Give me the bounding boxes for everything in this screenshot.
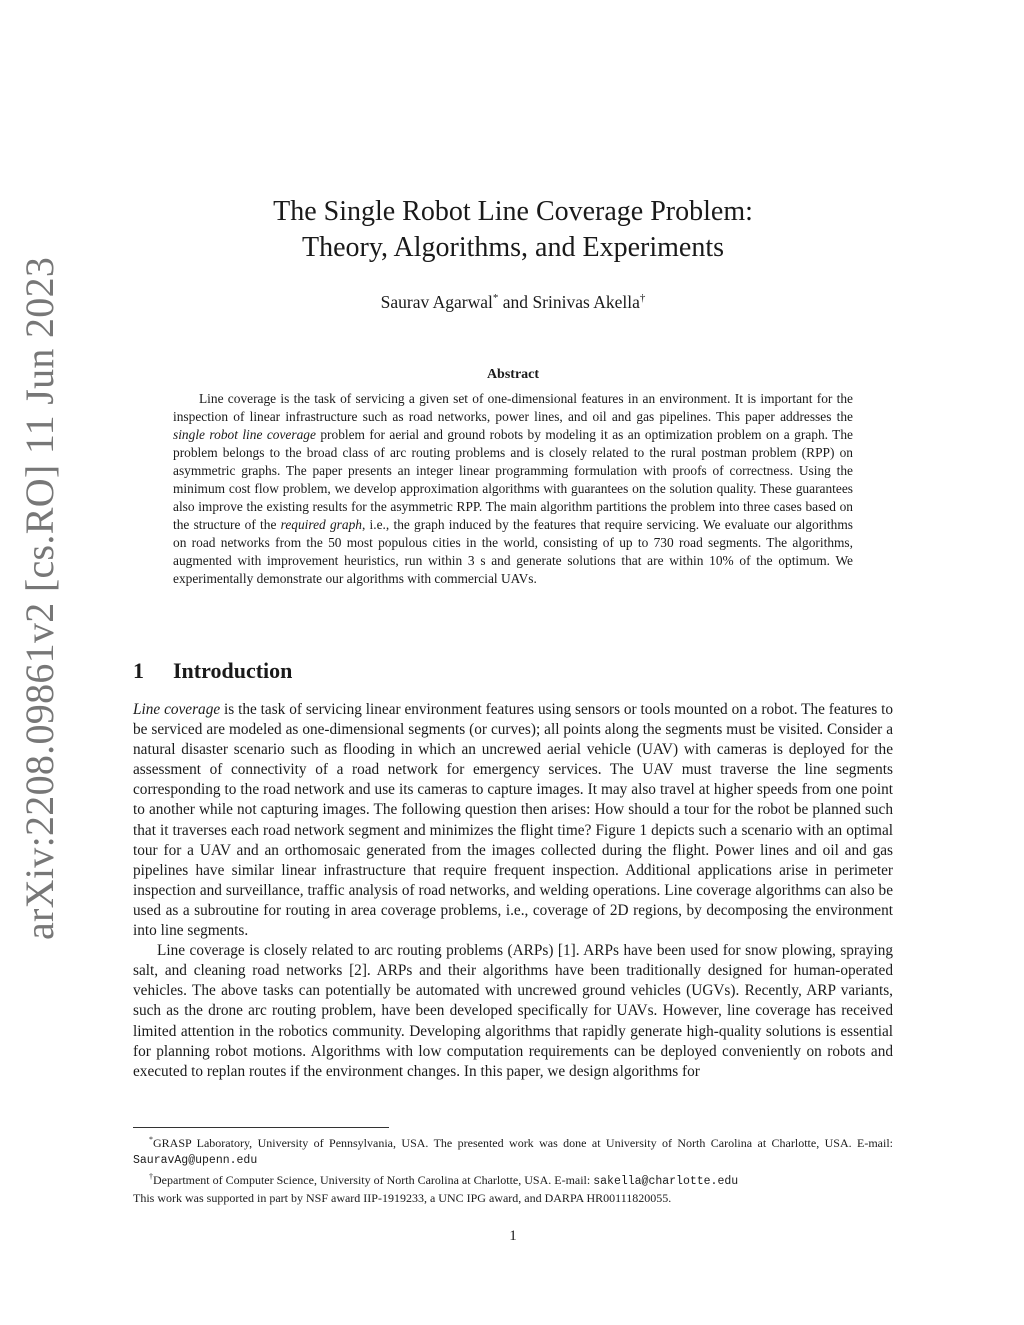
author-footnote-mark: † bbox=[639, 292, 646, 304]
abstract-text: Line coverage is the task of servicing a given set of one-dimensional features in an environment. It is important for the inspection of linear infrastructure such as road networks, power lines, and oil and gas pipelines. This paper addresses the bbox=[173, 391, 853, 424]
author-email: sakella@charlotte.edu bbox=[593, 1175, 739, 1188]
footnotes bbox=[133, 1132, 893, 1206]
footnote bbox=[133, 1169, 893, 1190]
author-footnote-mark: * bbox=[492, 292, 499, 304]
footnote-mark: * bbox=[149, 1135, 153, 1144]
author-list bbox=[133, 286, 893, 314]
author-connector: and bbox=[498, 291, 533, 312]
author-name: Saurav Agarwal bbox=[380, 291, 493, 312]
paragraph: Line coverage is closely related to arc routing problems (ARPs) [1]. ARPs have been used for snow plowing, spraying salt, and cleaning road networks [2]. ARPs and their algorithms have been traditionally designed for human-operated vehicles. The above tasks can potentially be automated with uncrewed ground vehicles (UGVs). Recently, ARP variants, such as the drone arc routing problem, have been developed specifically for UAVs. However, line coverage has received limited attention in the robotics community. Developing algorithms that rapidly generate high-quality solutions is essential for planning robot motions. Algorithms with low computation requirements can be deployed conveniently on robots and executed to replan routes if the environment changes. In this paper, we design algorithms for bbox=[133, 942, 893, 1080]
author-name: Srinivas Akella bbox=[532, 291, 640, 312]
paragraph bbox=[133, 700, 893, 941]
funding-note: This work was supported in part by NSF award IIP-1919233, a UNC IPG award, and DARPA HR00111820055. bbox=[133, 1191, 672, 1205]
footnote-text: Department of Computer Science, University of North Carolina at Charlotte, USA. E-mail: bbox=[153, 1173, 594, 1187]
footnote bbox=[133, 1132, 893, 1169]
title-line-2: Theory, Algorithms, and Experiments bbox=[302, 232, 724, 263]
section-number: 1 bbox=[133, 658, 144, 683]
abstract-text: problem for aerial and ground robots by modeling it as an optimization problem on a graph. The problem belongs to the broad class of arc routing problems and is closely related to the rural postman problem (RPP) on asymmetric graphs. The paper presents an integer linear programming formulation with proofs of correctness. Using the minimum cost flow problem, we develop approximation algorithms with guarantees on the solution quality. These guarantees also improve the existing results for the asymmetric RPP. The main algorithm partitions the problem into three cases based on the structure of the bbox=[173, 427, 854, 532]
author-email: SauravAg@upenn.edu bbox=[133, 1154, 258, 1167]
arxiv-identifier-stamp: arXiv:2208.09861v2 [cs.RO] 11 Jun 2023 bbox=[17, 256, 62, 940]
section-title: Introduction bbox=[173, 658, 293, 683]
footnote-text: GRASP Laboratory, University of Pennsylvania, USA. The presented work was done at University of North Carolina at Charlotte, USA. E-mail: bbox=[153, 1136, 893, 1150]
footnote-divider bbox=[133, 1127, 389, 1128]
title-line-1: The Single Robot Line Coverage Problem: bbox=[273, 196, 753, 227]
abstract-heading: Abstract bbox=[486, 367, 540, 382]
paper-title bbox=[133, 194, 893, 266]
introduction-body bbox=[133, 700, 893, 1082]
page-number: 1 bbox=[509, 1228, 517, 1244]
abstract-body bbox=[173, 390, 853, 588]
footnote-mark: † bbox=[149, 1172, 153, 1181]
section-heading bbox=[133, 656, 893, 686]
abstract-emphasis: required graph bbox=[280, 517, 362, 532]
paragraph-emphasis: Line coverage bbox=[133, 701, 221, 718]
abstract-emphasis: single robot line coverage bbox=[173, 427, 316, 442]
paragraph-text: is the task of servicing linear environment features using sensors or tools mounted on a robot. The features to be serviced are modeled as one-dimensional segments (or curves); all points along the segments must be visited. Consider a natural disaster scenario such as flooding in which an uncrewed aerial vehicle (UAV) with cameras is deployed for the assessment of connectivity of a road network for emergency services. The UAV must traverse the line segments corresponding to the road network and use its cameras to capture images. It may also travel at higher speeds from one point to another while not capturing images. The following question then arises: How should a tour for the robot be planned such that it traverses each road network segment and minimizes the flight time? Figure 1 depicts such a scenario with an optimal tour for a UAV and an orthomosaic generated from the images collected during the flight. Power lines and oil and gas pipelines have similar linear infrastructure that require frequent inspection. Additional applications arise in perimeter inspection and surveillance, traffic analysis of road networks, and welding operations. Line coverage algorithms can also be used as a subroutine for routing in area coverage problems, i.e., coverage of 2D regions, by decomposing the environment into line segments. bbox=[133, 701, 893, 940]
abstract-text: , i.e., the graph induced by the features that require servicing. We evaluate our algorithms on road networks from the 50 most populous cities in the world, consisting of up to 730 road segments. The algorithms, augmented with improvement heuristics, run within 3 s and generate solutions that are within 10% of the optimum. We experimentally demonstrate our algorithms with commercial UAVs. bbox=[173, 517, 853, 586]
